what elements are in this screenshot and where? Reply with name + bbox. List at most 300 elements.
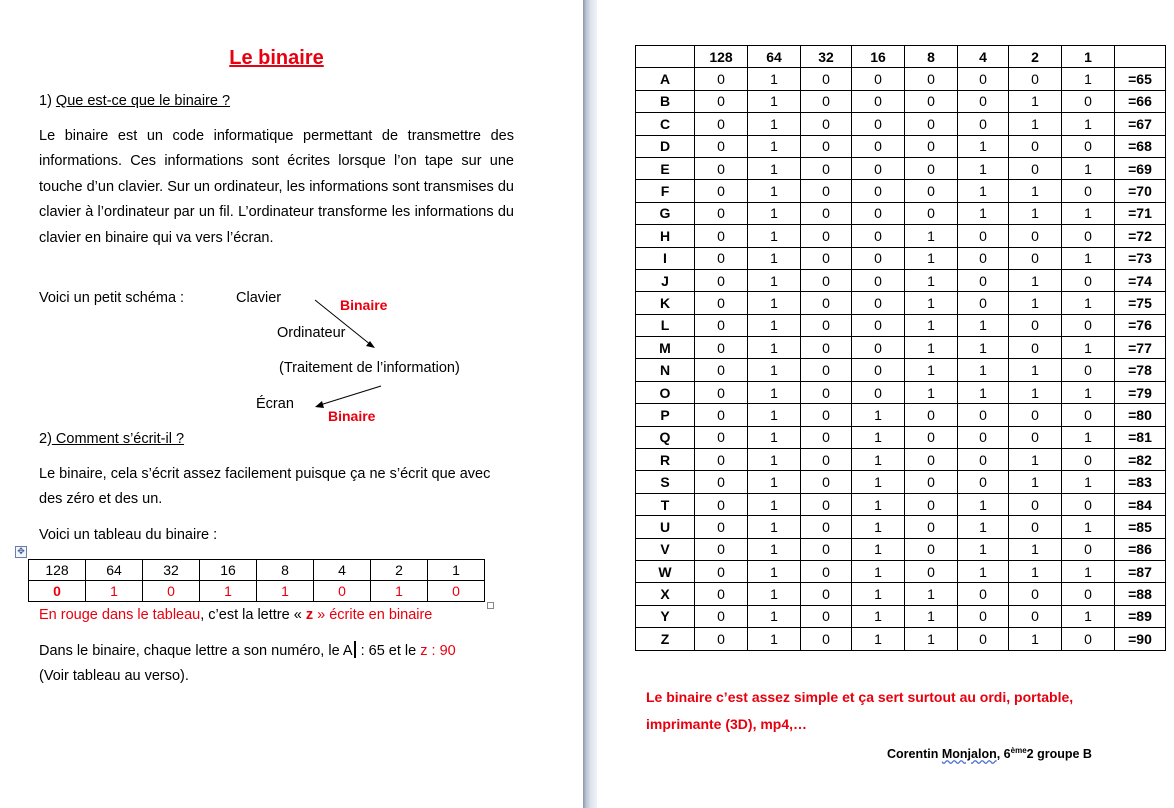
row-value: =74 <box>1115 269 1166 291</box>
bit-cell: 1 <box>748 90 801 112</box>
bit-cell: 1 <box>905 247 958 269</box>
bit-cell: 0 <box>801 113 852 135</box>
table-row <box>636 471 1166 493</box>
bit-cell: 0 <box>801 269 852 291</box>
bit-cell: 0 <box>958 247 1009 269</box>
row-value: =86 <box>1115 538 1166 560</box>
bit-cell: 1 <box>1009 180 1062 202</box>
bit-cell: 1 <box>958 180 1009 202</box>
row-letter: J <box>636 269 695 291</box>
bit-cell: 1 <box>748 225 801 247</box>
bit-cell: 0 <box>801 157 852 179</box>
red-sentence-part1: En rouge dans le tableau <box>39 607 201 623</box>
row-letter: P <box>636 404 695 426</box>
row-letter: U <box>636 516 695 538</box>
small-table-values-row <box>29 581 485 602</box>
bit-cell: 1 <box>958 538 1009 560</box>
bit-cell: 0 <box>695 605 748 627</box>
small-table-value-cell: 0 <box>29 581 86 602</box>
table-row <box>636 628 1166 650</box>
bit-cell: 1 <box>748 269 801 291</box>
bit-cell: 1 <box>1062 337 1115 359</box>
bit-cell: 0 <box>958 404 1009 426</box>
last-paragraph-line1 <box>39 639 456 664</box>
bit-cell: 1 <box>905 628 958 650</box>
big-table-body <box>636 68 1166 650</box>
bit-cell: 1 <box>1009 90 1062 112</box>
bit-cell: 1 <box>1009 628 1062 650</box>
arrow-head-2 <box>315 401 324 408</box>
bit-cell: 0 <box>958 449 1009 471</box>
bit-cell: 1 <box>1009 560 1062 582</box>
red-sentence-letter: z <box>305 607 314 623</box>
big-table-header-cell: 4 <box>958 46 1009 68</box>
bit-cell: 0 <box>801 628 852 650</box>
small-table-value-cell: 0 <box>428 581 485 602</box>
table-intro: Voici un tableau du binaire : <box>39 527 218 543</box>
last-para-part1: Dans le binaire, chaque lettre a son numéro, le A <box>39 643 353 659</box>
bit-cell: 0 <box>1062 449 1115 471</box>
row-value: =81 <box>1115 426 1166 448</box>
text-cursor <box>354 641 356 658</box>
bit-cell: 1 <box>905 292 958 314</box>
bit-cell: 1 <box>1009 359 1062 381</box>
bit-cell: 1 <box>958 359 1009 381</box>
row-letter: Q <box>636 426 695 448</box>
bit-cell: 1 <box>748 381 801 403</box>
last-paragraph-line2: (Voir tableau au verso). <box>39 668 189 684</box>
bit-cell: 0 <box>905 68 958 90</box>
row-value: =79 <box>1115 381 1166 403</box>
row-value: =70 <box>1115 180 1166 202</box>
row-letter: T <box>636 493 695 515</box>
bit-cell: 0 <box>905 202 958 224</box>
bit-cell: 1 <box>852 404 905 426</box>
bit-cell: 0 <box>1062 225 1115 247</box>
bit-cell: 0 <box>1062 538 1115 560</box>
bit-cell: 0 <box>852 113 905 135</box>
bit-cell: 0 <box>958 68 1009 90</box>
bit-cell: 1 <box>748 202 801 224</box>
table-row <box>636 449 1166 471</box>
table-row <box>636 583 1166 605</box>
bit-cell: 0 <box>958 269 1009 291</box>
big-table-header-row <box>636 46 1166 68</box>
bit-cell: 0 <box>801 471 852 493</box>
row-value: =72 <box>1115 225 1166 247</box>
row-value: =80 <box>1115 404 1166 426</box>
bit-cell: 0 <box>1009 247 1062 269</box>
big-table-header-cell <box>1115 46 1166 68</box>
bit-cell: 0 <box>801 68 852 90</box>
bit-cell: 0 <box>1009 516 1062 538</box>
bit-cell: 1 <box>1009 381 1062 403</box>
bit-cell: 1 <box>852 471 905 493</box>
signature-first-name: Corentin <box>887 747 942 762</box>
section2-heading <box>39 427 184 452</box>
alphabet-binary-table <box>635 45 1166 651</box>
bit-cell: 1 <box>958 202 1009 224</box>
bit-cell: 0 <box>801 202 852 224</box>
bit-cell: 0 <box>695 68 748 90</box>
bit-cell: 0 <box>905 135 958 157</box>
bit-cell: 0 <box>1009 68 1062 90</box>
paragraph-2: Le binaire, cela s’écrit assez facilement puisque ça ne s’écrit que avec des zéro et des un. <box>39 466 491 508</box>
table-resize-handle[interactable] <box>487 602 494 609</box>
bit-cell: 1 <box>852 449 905 471</box>
bit-cell: 0 <box>852 225 905 247</box>
bit-cell: 1 <box>958 516 1009 538</box>
bit-cell: 1 <box>905 269 958 291</box>
bit-cell: 0 <box>852 68 905 90</box>
bit-cell: 1 <box>852 538 905 560</box>
signature-last-name: Monjalon <box>941 747 997 762</box>
bit-cell: 1 <box>852 426 905 448</box>
bit-cell: 1 <box>905 583 958 605</box>
bit-cell: 1 <box>748 314 801 336</box>
bit-cell: 0 <box>852 269 905 291</box>
row-value: =77 <box>1115 337 1166 359</box>
bit-cell: 0 <box>958 605 1009 627</box>
schema-intro: Voici un petit schéma : <box>39 290 185 306</box>
bit-cell: 1 <box>958 157 1009 179</box>
row-letter: S <box>636 471 695 493</box>
arrow-traitement-ecran <box>320 386 381 405</box>
bit-cell: 1 <box>748 605 801 627</box>
last-para-part2: : 65 et le <box>356 643 421 659</box>
bit-cell: 0 <box>1062 90 1115 112</box>
bit-cell: 1 <box>748 538 801 560</box>
big-table-header-cell: 64 <box>748 46 801 68</box>
schema-traitement: (Traitement de l’information) <box>279 360 460 376</box>
bit-cell: 0 <box>1062 493 1115 515</box>
bit-cell: 1 <box>852 493 905 515</box>
row-letter: Z <box>636 628 695 650</box>
bit-cell: 0 <box>958 426 1009 448</box>
bit-cell: 0 <box>958 628 1009 650</box>
small-table-value-cell: 0 <box>314 581 371 602</box>
bit-cell: 1 <box>852 605 905 627</box>
bit-cell: 0 <box>905 449 958 471</box>
small-table-value-cell: 1 <box>86 581 143 602</box>
bit-cell: 0 <box>905 516 958 538</box>
bit-cell: 1 <box>958 337 1009 359</box>
row-letter: C <box>636 113 695 135</box>
bit-cell: 0 <box>695 381 748 403</box>
red-sentence <box>39 603 432 628</box>
bit-cell: 0 <box>852 180 905 202</box>
table-row <box>636 560 1166 582</box>
bit-cell: 0 <box>695 157 748 179</box>
row-letter: A <box>636 68 695 90</box>
bit-cell: 0 <box>695 314 748 336</box>
bit-cell: 1 <box>748 157 801 179</box>
row-letter: F <box>636 180 695 202</box>
schema-clavier: Clavier <box>236 290 282 306</box>
bit-cell: 0 <box>1062 583 1115 605</box>
table-row <box>636 90 1166 112</box>
row-letter: G <box>636 202 695 224</box>
bit-cell: 0 <box>1062 269 1115 291</box>
bit-cell: 0 <box>852 157 905 179</box>
table-row <box>636 157 1166 179</box>
row-value: =73 <box>1115 247 1166 269</box>
bit-cell: 0 <box>852 381 905 403</box>
small-table-value-cell: 1 <box>200 581 257 602</box>
row-letter: D <box>636 135 695 157</box>
bit-cell: 0 <box>801 404 852 426</box>
bit-cell: 0 <box>852 135 905 157</box>
bit-cell: 1 <box>905 225 958 247</box>
row-value: =90 <box>1115 628 1166 650</box>
bit-cell: 0 <box>695 426 748 448</box>
bit-cell: 1 <box>748 516 801 538</box>
row-value: =66 <box>1115 90 1166 112</box>
bit-cell: 0 <box>958 292 1009 314</box>
bit-cell: 0 <box>905 560 958 582</box>
bit-cell: 0 <box>1062 404 1115 426</box>
table-row <box>636 314 1166 336</box>
big-table-header-cell: 1 <box>1062 46 1115 68</box>
bit-cell: 0 <box>695 292 748 314</box>
bit-cell: 0 <box>801 225 852 247</box>
big-table-header-cell <box>636 46 695 68</box>
red-sentence-part3: » écrite en binaire <box>313 607 433 623</box>
bit-cell: 0 <box>695 225 748 247</box>
bit-cell: 1 <box>748 449 801 471</box>
bit-cell: 0 <box>801 381 852 403</box>
bit-cell: 0 <box>905 493 958 515</box>
bit-cell: 0 <box>801 493 852 515</box>
signature-group: 2 groupe B <box>1026 747 1092 762</box>
row-letter: H <box>636 225 695 247</box>
row-letter: W <box>636 560 695 582</box>
document-title: Le binaire <box>229 47 324 69</box>
bit-cell: 0 <box>801 605 852 627</box>
table-row <box>636 113 1166 135</box>
bit-cell: 0 <box>695 269 748 291</box>
bit-cell: 0 <box>905 404 958 426</box>
small-table-header-cell: 8 <box>257 560 314 581</box>
bit-cell: 0 <box>1009 404 1062 426</box>
table-row <box>636 538 1166 560</box>
bit-cell: 0 <box>695 471 748 493</box>
bit-cell: 0 <box>801 359 852 381</box>
bit-cell: 0 <box>1009 426 1062 448</box>
bit-cell: 0 <box>695 404 748 426</box>
bit-cell: 0 <box>905 90 958 112</box>
bit-cell: 1 <box>1009 471 1062 493</box>
bit-cell: 0 <box>801 560 852 582</box>
bit-cell: 0 <box>801 449 852 471</box>
row-value: =68 <box>1115 135 1166 157</box>
bit-cell: 0 <box>801 426 852 448</box>
arrow-clavier-ordinateur <box>315 300 371 345</box>
small-table-header-row <box>29 560 485 581</box>
row-letter: K <box>636 292 695 314</box>
table-row <box>636 180 1166 202</box>
bit-cell: 0 <box>1062 135 1115 157</box>
bit-cell: 1 <box>748 404 801 426</box>
bit-cell: 1 <box>1009 269 1062 291</box>
bit-cell: 0 <box>695 493 748 515</box>
table-row <box>636 202 1166 224</box>
big-table-header-cell: 16 <box>852 46 905 68</box>
right-page <box>597 0 1174 808</box>
row-letter: M <box>636 337 695 359</box>
bit-cell: 1 <box>1062 292 1115 314</box>
small-table-header-cell: 16 <box>200 560 257 581</box>
conclusion-note: Le binaire c’est assez simple et ça sert surtout au ordi, portable, imprimante (3D), mp4,… <box>646 689 1074 732</box>
bit-cell: 1 <box>748 583 801 605</box>
table-row <box>636 359 1166 381</box>
bit-cell: 0 <box>695 247 748 269</box>
bit-cell: 1 <box>905 337 958 359</box>
table-row <box>636 292 1166 314</box>
bit-cell: 1 <box>852 583 905 605</box>
row-value: =78 <box>1115 359 1166 381</box>
bit-cell: 0 <box>695 516 748 538</box>
small-table-header-cell: 64 <box>86 560 143 581</box>
bit-cell: 0 <box>958 90 1009 112</box>
schema-binaire-2: Binaire <box>328 408 376 424</box>
bit-cell: 0 <box>958 583 1009 605</box>
bit-cell: 1 <box>1062 157 1115 179</box>
row-value: =76 <box>1115 314 1166 336</box>
row-value: =75 <box>1115 292 1166 314</box>
bit-cell: 1 <box>958 560 1009 582</box>
schema-ecran: Écran <box>256 396 294 412</box>
bit-cell: 1 <box>905 359 958 381</box>
table-row <box>636 337 1166 359</box>
section1-title: Que est-ce que le binaire ? <box>55 93 231 109</box>
bit-cell: 0 <box>905 113 958 135</box>
bit-cell: 0 <box>852 359 905 381</box>
bit-cell: 0 <box>1062 180 1115 202</box>
row-letter: R <box>636 449 695 471</box>
bit-cell: 0 <box>1009 605 1062 627</box>
row-value: =82 <box>1115 449 1166 471</box>
bit-cell: 1 <box>1062 247 1115 269</box>
small-table-header-cell: 1 <box>428 560 485 581</box>
bit-cell: 0 <box>958 471 1009 493</box>
big-table-header-cell: 128 <box>695 46 748 68</box>
bit-cell: 1 <box>748 337 801 359</box>
bit-cell: 1 <box>748 68 801 90</box>
page-divider <box>583 0 597 808</box>
bit-cell: 0 <box>905 426 958 448</box>
signature-separator: , 6 <box>996 747 1011 762</box>
row-letter: O <box>636 381 695 403</box>
row-value: =88 <box>1115 583 1166 605</box>
small-table-value-cell: 1 <box>257 581 314 602</box>
table-row <box>636 135 1166 157</box>
row-value: =71 <box>1115 202 1166 224</box>
table-row <box>636 247 1166 269</box>
bit-cell: 0 <box>958 225 1009 247</box>
bit-cell: 0 <box>958 113 1009 135</box>
big-table-header-cell: 2 <box>1009 46 1062 68</box>
bit-cell: 1 <box>905 605 958 627</box>
bit-cell: 0 <box>1009 314 1062 336</box>
table-row <box>636 516 1166 538</box>
bit-cell: 0 <box>852 202 905 224</box>
bit-cell: 1 <box>1062 605 1115 627</box>
row-value: =89 <box>1115 605 1166 627</box>
last-para-part3: z : 90 <box>420 643 456 659</box>
row-letter: L <box>636 314 695 336</box>
table-row <box>636 493 1166 515</box>
bit-cell: 1 <box>1009 113 1062 135</box>
row-value: =87 <box>1115 560 1166 582</box>
red-sentence-part2: , c’est la lettre « <box>200 607 306 623</box>
row-value: =65 <box>1115 68 1166 90</box>
small-table-value-cell: 1 <box>371 581 428 602</box>
bit-cell: 1 <box>1062 516 1115 538</box>
bit-cell: 1 <box>748 471 801 493</box>
bit-cell: 0 <box>905 538 958 560</box>
bit-cell: 1 <box>852 560 905 582</box>
bit-cell: 1 <box>958 314 1009 336</box>
bit-cell: 1 <box>958 135 1009 157</box>
small-table-header-cell: 2 <box>371 560 428 581</box>
table-move-handle[interactable]: ✥ <box>15 546 27 558</box>
bit-cell: 0 <box>905 180 958 202</box>
schema-ordinateur: Ordinateur <box>277 325 346 341</box>
bit-cell: 0 <box>695 449 748 471</box>
bit-cell: 1 <box>1062 471 1115 493</box>
bit-cell: 0 <box>905 157 958 179</box>
bit-cell: 0 <box>695 135 748 157</box>
row-letter: I <box>636 247 695 269</box>
table-row <box>636 426 1166 448</box>
bit-cell: 0 <box>801 314 852 336</box>
bit-cell: 1 <box>1062 113 1115 135</box>
row-letter: V <box>636 538 695 560</box>
row-letter: B <box>636 90 695 112</box>
bit-cell: 1 <box>905 381 958 403</box>
bit-cell: 0 <box>695 202 748 224</box>
row-value: =84 <box>1115 493 1166 515</box>
bit-cell: 1 <box>748 292 801 314</box>
bit-cell: 0 <box>1009 493 1062 515</box>
bit-cell: 0 <box>801 180 852 202</box>
bit-cell: 0 <box>801 292 852 314</box>
bit-cell: 1 <box>1062 202 1115 224</box>
binary-example-table <box>28 559 485 602</box>
bit-cell: 1 <box>748 426 801 448</box>
signature-superscript: ème <box>1010 746 1027 755</box>
table-row <box>636 404 1166 426</box>
row-letter: Y <box>636 605 695 627</box>
bit-cell: 1 <box>1062 381 1115 403</box>
row-value: =85 <box>1115 516 1166 538</box>
bit-cell: 0 <box>852 314 905 336</box>
bit-cell: 0 <box>801 337 852 359</box>
bit-cell: 0 <box>905 471 958 493</box>
schema-binaire-1: Binaire <box>340 297 388 313</box>
section2-title: Comment s’écrit-il ? <box>51 431 185 447</box>
signature <box>887 746 1092 761</box>
bit-cell: 1 <box>958 381 1009 403</box>
bit-cell: 0 <box>695 628 748 650</box>
bit-cell: 0 <box>695 90 748 112</box>
bit-cell: 0 <box>1062 314 1115 336</box>
bit-cell: 0 <box>1009 157 1062 179</box>
bit-cell: 1 <box>905 314 958 336</box>
small-table-header-cell: 128 <box>29 560 86 581</box>
table-row <box>636 68 1166 90</box>
